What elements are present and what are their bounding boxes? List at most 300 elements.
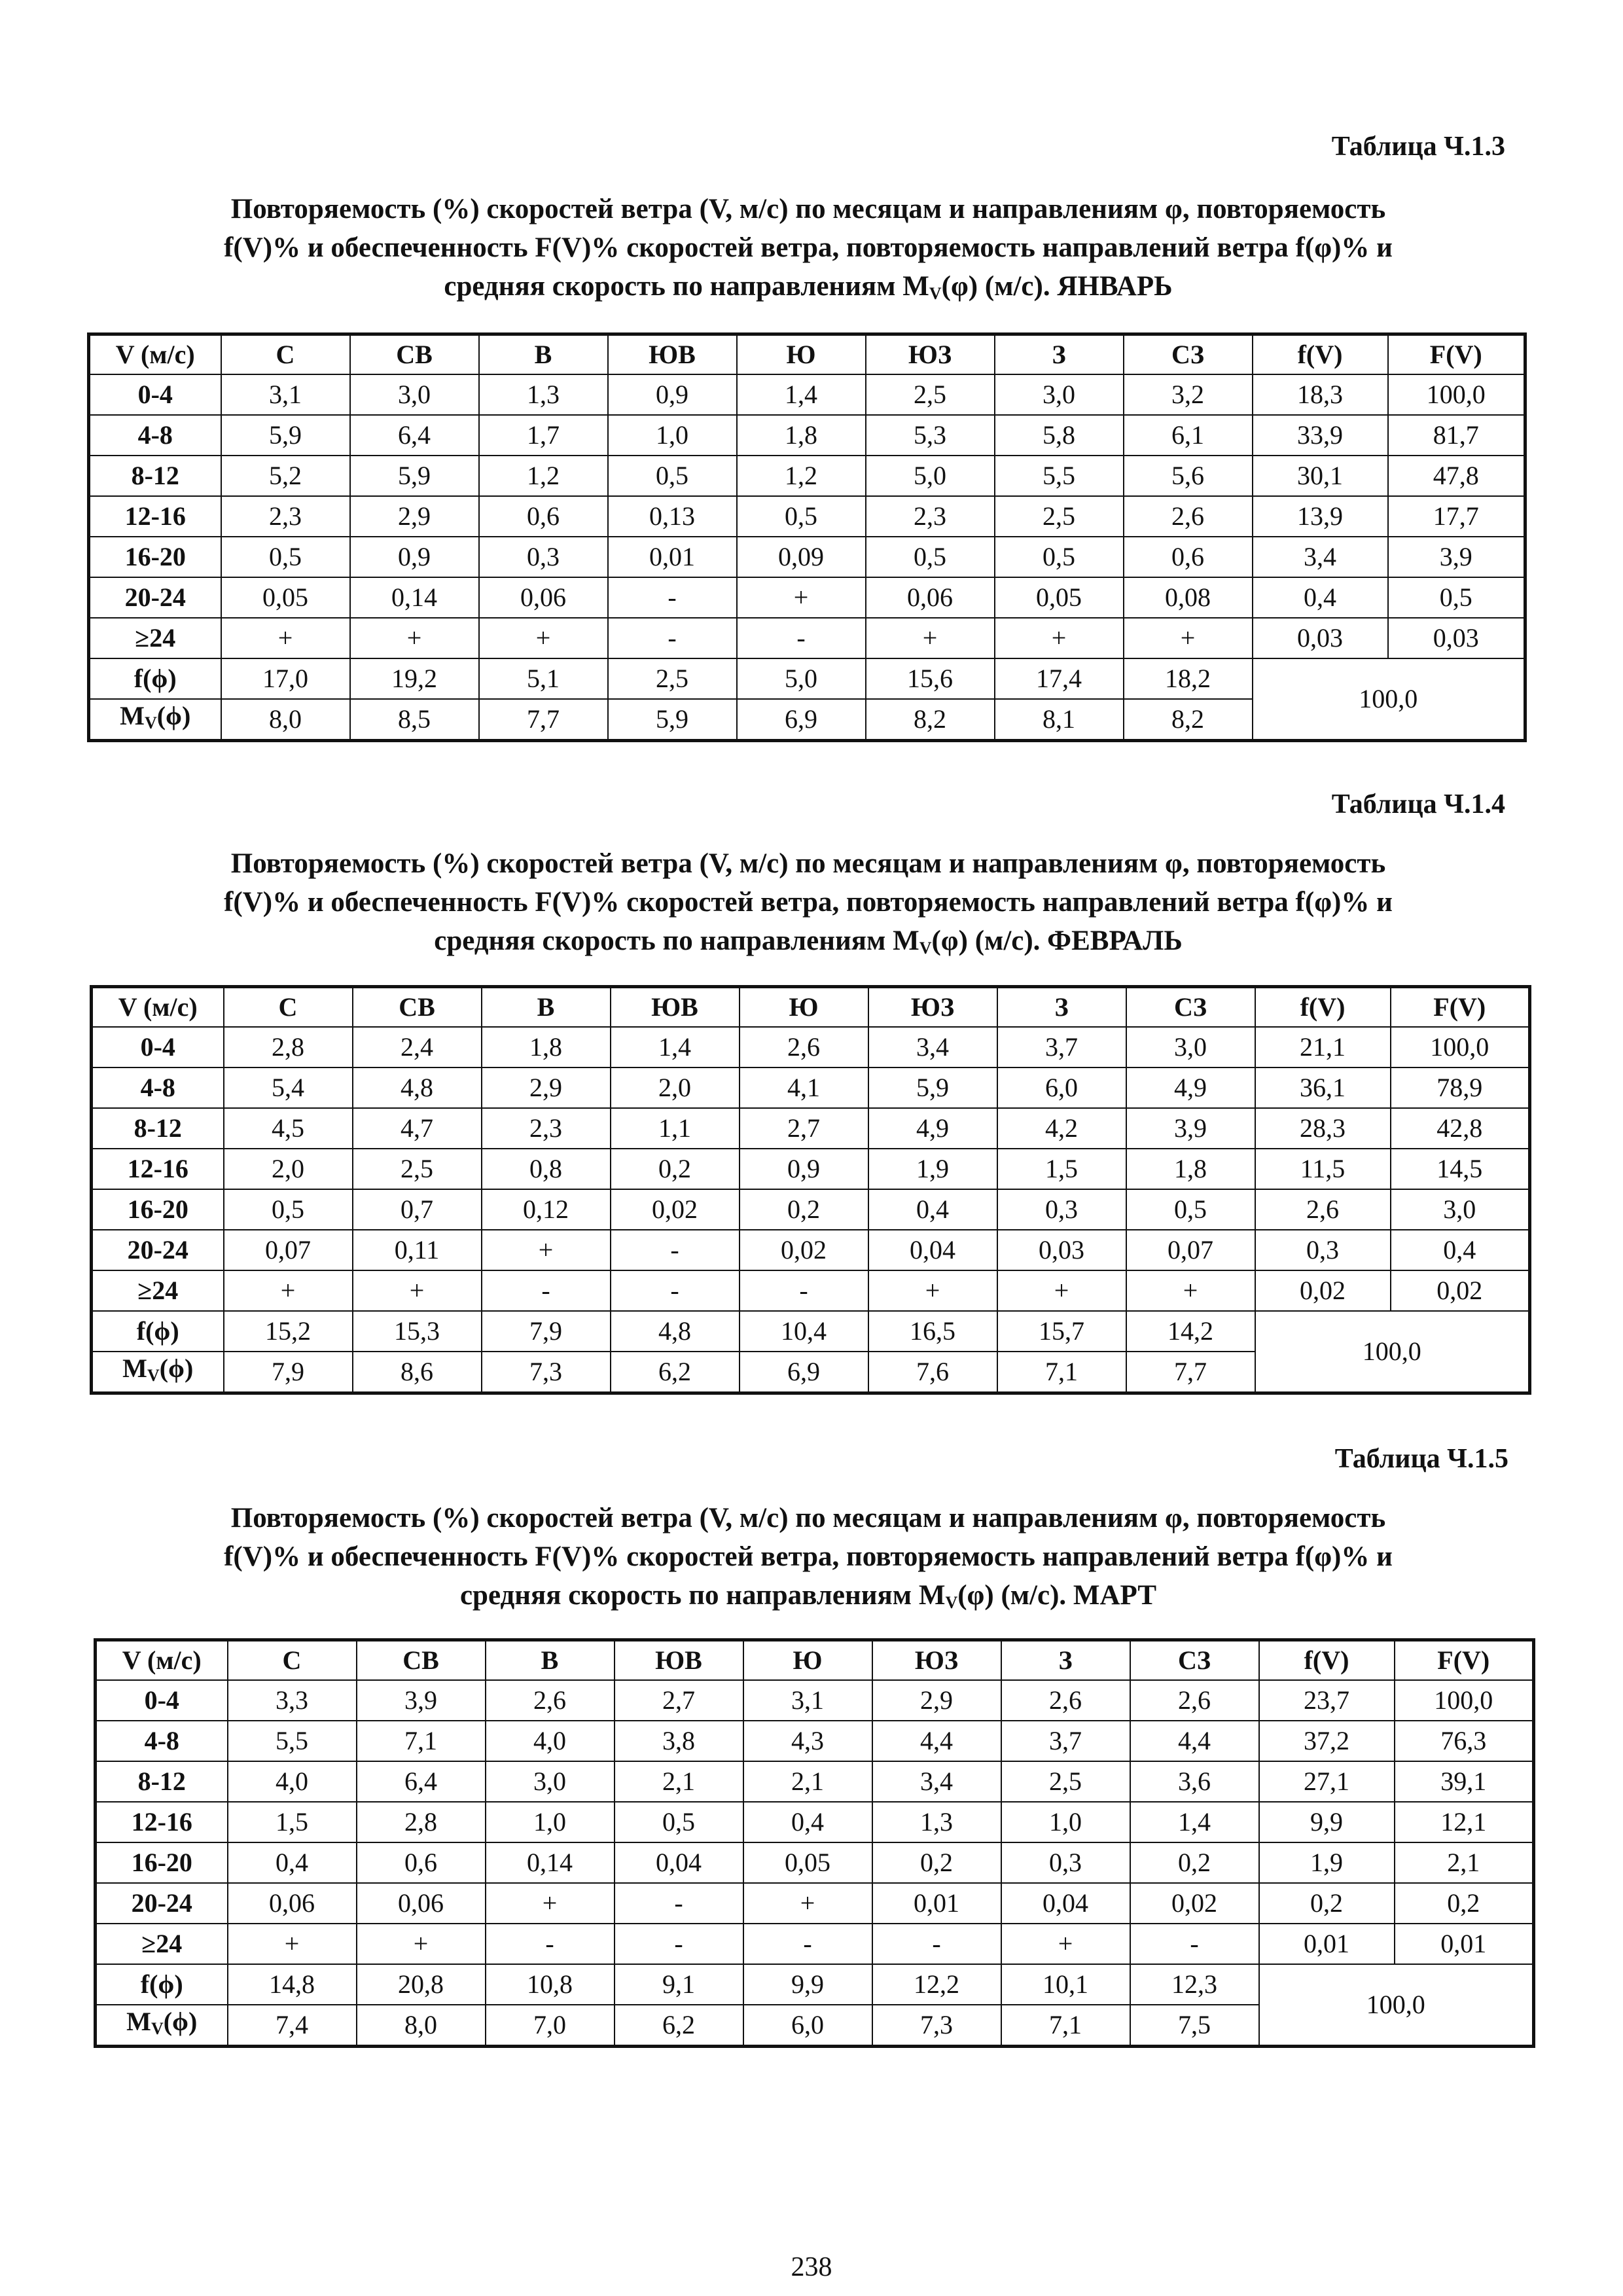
table-cell: 7,6 [868, 1352, 997, 1393]
table-cell: 9,9 [743, 1964, 872, 2005]
table-cell: 13,9 [1253, 496, 1388, 537]
table-cell: 0,03 [997, 1230, 1126, 1270]
table-cell: 0,02 [1391, 1270, 1530, 1311]
table-row [92, 1230, 1530, 1270]
table-cell: 8,6 [353, 1352, 482, 1393]
table-cell: 0,5 [737, 496, 866, 537]
table-row [96, 1883, 1534, 1924]
table-cell: 0,6 [479, 496, 608, 537]
speed-range-cell: 8-12 [92, 1108, 224, 1149]
table-cell: 4,5 [224, 1108, 353, 1149]
table-cell: 0,2 [1130, 1842, 1259, 1883]
month-name: ФЕВРАЛЬ [1047, 925, 1183, 956]
table-row [89, 374, 1525, 415]
table-cell: + [221, 618, 350, 658]
header-cell: СВ [353, 987, 482, 1028]
table-cell: 0,03 [1253, 618, 1388, 658]
table-cell: 2,9 [350, 496, 479, 537]
table-cell: 4,4 [872, 1721, 1001, 1761]
table-cell: + [1124, 618, 1253, 658]
header-cell: СЗ [1130, 1640, 1259, 1681]
table-cell: 0,3 [1001, 1842, 1130, 1883]
heading-line: f(V)% и обеспеченность F(V)% скоростей ветра, повторяемость направлений ветра f(φ)% и [224, 1541, 1393, 1572]
table-cell: 0,5 [221, 537, 350, 577]
header-cell: F(V) [1388, 334, 1525, 375]
table-cell: 0,3 [479, 537, 608, 577]
table-cell: 6,9 [737, 699, 866, 741]
header-cell: Ю [737, 334, 866, 375]
table-cell: 2,8 [224, 1027, 353, 1067]
table-cell: 1,9 [868, 1149, 997, 1189]
table-cell: 0,03 [1388, 618, 1525, 658]
table-cell: 1,2 [479, 456, 608, 496]
heading-line: Повторяемость (%) скоростей ветра (V, м/с) по месяцам и направлениям φ, повторяемость [230, 848, 1386, 879]
table-cell: 2,6 [1124, 496, 1253, 537]
freq-row-label: f(ϕ) [89, 658, 221, 699]
table-cell: 0,14 [486, 1842, 615, 1883]
table-cell: 100,0 [1388, 374, 1525, 415]
table-row [89, 577, 1525, 618]
table-cell: - [611, 1270, 740, 1311]
table-row [92, 1108, 1530, 1149]
table-cell: 0,4 [868, 1189, 997, 1230]
table-cell: 3,7 [997, 1027, 1126, 1067]
table-cell: 2,3 [866, 496, 995, 537]
header-cell: ЮВ [611, 987, 740, 1028]
table-cell: + [737, 577, 866, 618]
speed-range-cell: 20-24 [92, 1230, 224, 1270]
header-cell: V (м/с) [92, 987, 224, 1028]
table-cell: 14,2 [1126, 1311, 1255, 1352]
header-cell: З [995, 334, 1124, 375]
table-cell: 0,02 [740, 1230, 868, 1270]
table-cell: 0,2 [872, 1842, 1001, 1883]
table-cell: 1,0 [486, 1802, 615, 1842]
table-cell: 2,5 [1001, 1761, 1130, 1802]
table-cell: 0,2 [1259, 1883, 1395, 1924]
table-cell: 0,4 [228, 1842, 357, 1883]
table-cell: 2,5 [608, 658, 737, 699]
header-cell: F(V) [1391, 987, 1530, 1028]
table-cell: 0,05 [743, 1842, 872, 1883]
table-cell: 47,8 [1388, 456, 1525, 496]
table-cell: 6,4 [350, 415, 479, 456]
table-cell: 2,6 [486, 1680, 615, 1721]
table-cell: 3,9 [1126, 1108, 1255, 1149]
table-cell: 3,0 [350, 374, 479, 415]
total-cell: 100,0 [1259, 1964, 1534, 2047]
table-cell: 9,1 [615, 1964, 743, 2005]
table-cell: 2,9 [872, 1680, 1001, 1721]
table-cell: 4,9 [1126, 1067, 1255, 1108]
table-cell: 3,2 [1124, 374, 1253, 415]
speed-range-cell: 4-8 [89, 415, 221, 456]
table-cell: 0,02 [1255, 1270, 1391, 1311]
table-cell: 0,6 [1124, 537, 1253, 577]
header-cell: В [486, 1640, 615, 1681]
table-cell: 0,04 [1001, 1883, 1130, 1924]
table-cell: - [615, 1883, 743, 1924]
table-header-row [96, 1640, 1534, 1681]
table-cell: 0,5 [866, 537, 995, 577]
header-cell: СВ [350, 334, 479, 375]
header-cell: З [1001, 1640, 1130, 1681]
table-cell: 1,4 [1130, 1802, 1259, 1842]
table-cell: 12,2 [872, 1964, 1001, 2005]
header-cell: F(V) [1395, 1640, 1534, 1681]
table-cell: 0,4 [1391, 1230, 1530, 1270]
speed-range-cell: ≥24 [92, 1270, 224, 1311]
speed-range-cell: 12-16 [96, 1802, 228, 1842]
table-cell: 2,0 [611, 1067, 740, 1108]
table-cell: 10,8 [486, 1964, 615, 2005]
table-cell: - [611, 1230, 740, 1270]
table-cell: 0,5 [608, 456, 737, 496]
table-cell: 8,2 [866, 699, 995, 741]
header-cell: f(V) [1259, 1640, 1395, 1681]
table-label: Таблица Ч.1.3 [1331, 132, 1505, 162]
speed-range-cell: 4-8 [92, 1067, 224, 1108]
table-cell: 0,14 [350, 577, 479, 618]
table-cell: 78,9 [1391, 1067, 1530, 1108]
header-cell: ЮЗ [872, 1640, 1001, 1681]
table-cell: 2,8 [357, 1802, 486, 1842]
speed-range-cell: ≥24 [96, 1924, 228, 1964]
table-row [89, 456, 1525, 496]
table-cell: 0,3 [1255, 1230, 1391, 1270]
header-cell: В [482, 987, 611, 1028]
table-cell: 1,9 [1259, 1842, 1395, 1883]
header-cell: V (м/с) [96, 1640, 228, 1681]
table-cell: 2,4 [353, 1027, 482, 1067]
table-cell: 12,1 [1395, 1802, 1534, 1842]
header-cell: С [228, 1640, 357, 1681]
heading-line: f(V)% и обеспеченность F(V)% скоростей ветра, повторяемость направлений ветра f(φ)% и [224, 887, 1393, 918]
table-cell: + [1126, 1270, 1255, 1311]
table-cell: 0,06 [357, 1883, 486, 1924]
table-cell: 0,08 [1124, 577, 1253, 618]
table-cell: 0,01 [1259, 1924, 1395, 1964]
table-cell: 0,12 [482, 1189, 611, 1230]
table-cell: 5,0 [866, 456, 995, 496]
wind-table-february [90, 985, 1531, 1395]
table-row [92, 1189, 1530, 1230]
table-row [92, 1270, 1530, 1311]
header-cell: С [224, 987, 353, 1028]
table-row [92, 1067, 1530, 1108]
table-cell: 9,9 [1259, 1802, 1395, 1842]
table-cell: 3,8 [615, 1721, 743, 1761]
table-cell: 2,7 [740, 1108, 868, 1149]
table-cell: - [615, 1924, 743, 1964]
table-cell: 7,3 [872, 2005, 1001, 2047]
header-cell: ЮЗ [866, 334, 995, 375]
table-cell: 0,7 [353, 1189, 482, 1230]
table-cell: 100,0 [1391, 1027, 1530, 1067]
table-cell: 6,2 [611, 1352, 740, 1393]
table-cell: 6,9 [740, 1352, 868, 1393]
table-cell: - [740, 1270, 868, 1311]
table-cell: 1,8 [482, 1027, 611, 1067]
table-cell: 3,0 [486, 1761, 615, 1802]
table-cell: 6,0 [997, 1067, 1126, 1108]
table-cell: 0,06 [479, 577, 608, 618]
table-cell: 0,02 [1130, 1883, 1259, 1924]
table-cell: + [224, 1270, 353, 1311]
table-cell: 4,3 [743, 1721, 872, 1761]
table-cell: 0,07 [224, 1230, 353, 1270]
table-cell: 0,06 [228, 1883, 357, 1924]
table-cell: 2,3 [482, 1108, 611, 1149]
table-cell: 0,2 [1395, 1883, 1534, 1924]
table-cell: 30,1 [1253, 456, 1388, 496]
table-cell: 2,1 [615, 1761, 743, 1802]
heading-line: Повторяемость (%) скоростей ветра (V, м/с) по месяцам и направлениям φ, повторяемость [230, 194, 1386, 224]
table-cell: 2,6 [1130, 1680, 1259, 1721]
header-cell: СВ [357, 1640, 486, 1681]
table-cell: 7,9 [482, 1311, 611, 1352]
table-heading [85, 1499, 1531, 1622]
table-cell: 0,01 [1395, 1924, 1534, 1964]
table-cell: 5,2 [221, 456, 350, 496]
table-cell: 5,9 [608, 699, 737, 741]
speed-range-cell: 0-4 [92, 1027, 224, 1067]
month-name: ЯНВАРЬ [1057, 271, 1173, 302]
table-cell: 4,9 [868, 1108, 997, 1149]
table-cell: + [868, 1270, 997, 1311]
heading-line: Повторяемость (%) скоростей ветра (V, м/с) по месяцам и направлениям φ, повторяемость [230, 1503, 1386, 1534]
table-cell: 5,4 [224, 1067, 353, 1108]
table-cell: 1,4 [737, 374, 866, 415]
header-cell: СЗ [1126, 987, 1255, 1028]
table-cell: 81,7 [1388, 415, 1525, 456]
table-heading [85, 844, 1531, 967]
table-cell: 3,9 [357, 1680, 486, 1721]
table-cell: 2,1 [1395, 1842, 1534, 1883]
table-cell: 2,7 [615, 1680, 743, 1721]
table-cell: 3,0 [1391, 1189, 1530, 1230]
table-cell: + [479, 618, 608, 658]
speed-range-cell: ≥24 [89, 618, 221, 658]
table-cell: 0,5 [1388, 577, 1525, 618]
table-cell: 3,4 [1253, 537, 1388, 577]
table-cell: 7,7 [479, 699, 608, 741]
table-cell: - [486, 1924, 615, 1964]
table-cell: 17,7 [1388, 496, 1525, 537]
total-cell: 100,0 [1253, 658, 1525, 741]
header-cell: f(V) [1255, 987, 1391, 1028]
table-cell: 1,0 [608, 415, 737, 456]
table-cell: 5,5 [995, 456, 1124, 496]
table-cell: 3,4 [868, 1027, 997, 1067]
table-cell: 0,3 [997, 1189, 1126, 1230]
header-cell: ЮВ [615, 1640, 743, 1681]
table-cell: 0,11 [353, 1230, 482, 1270]
table-cell: 18,2 [1124, 658, 1253, 699]
table-header-row [92, 987, 1530, 1028]
total-cell: 100,0 [1255, 1311, 1530, 1393]
table-cell: 18,3 [1253, 374, 1388, 415]
table-label: Таблица Ч.1.5 [1334, 1444, 1508, 1474]
table-cell: 0,07 [1126, 1230, 1255, 1270]
header-cell: Ю [740, 987, 868, 1028]
table-cell: 5,1 [479, 658, 608, 699]
speed-range-cell: 20-24 [89, 577, 221, 618]
table-cell: 4,8 [353, 1067, 482, 1108]
table-cell: 1,5 [228, 1802, 357, 1842]
table-cell: 23,7 [1259, 1680, 1395, 1721]
table-cell: 4,8 [611, 1311, 740, 1352]
table-cell: 5,9 [868, 1067, 997, 1108]
table-cell: 0,05 [995, 577, 1124, 618]
speed-range-cell: 20-24 [96, 1883, 228, 1924]
wind-table-january [87, 332, 1527, 742]
table-cell: 76,3 [1395, 1721, 1534, 1761]
table-row [92, 1149, 1530, 1189]
table-cell: 4,0 [486, 1721, 615, 1761]
table-cell: 2,3 [221, 496, 350, 537]
freq-row-label: f(ϕ) [96, 1964, 228, 2005]
table-cell: - [608, 618, 737, 658]
table-cell: 15,7 [997, 1311, 1126, 1352]
speed-range-cell: 12-16 [92, 1149, 224, 1189]
table-row [89, 496, 1525, 537]
table-cell: + [995, 618, 1124, 658]
heading-line: средняя скорость по направлениям $M_V(\varphi)$ (м/с). ФЕВРАЛЬ [434, 925, 1183, 958]
table-cell: 0,8 [482, 1149, 611, 1189]
table-cell: 39,1 [1395, 1761, 1534, 1802]
table-row [96, 1680, 1534, 1721]
table-cell: 7,7 [1126, 1352, 1255, 1393]
table-cell: - [608, 577, 737, 618]
table-cell: + [482, 1230, 611, 1270]
table-cell: - [743, 1924, 872, 1964]
table-cell: 6,4 [357, 1761, 486, 1802]
table-cell: 0,5 [995, 537, 1124, 577]
table-cell: 37,2 [1259, 1721, 1395, 1761]
table-cell: 3,6 [1130, 1761, 1259, 1802]
table-cell: + [743, 1883, 872, 1924]
heading-line: средняя скорость по направлениям $M_V(\varphi)$ (м/с). МАРТ [459, 1580, 1157, 1612]
month-name: МАРТ [1073, 1580, 1157, 1611]
table-cell: - [482, 1270, 611, 1311]
heading-line: f(V)% и обеспеченность F(V)% скоростей ветра, повторяемость направлений ветра f(φ)% и [224, 232, 1393, 263]
table-cell: 2,5 [353, 1149, 482, 1189]
speed-range-cell: 16-20 [96, 1842, 228, 1883]
table-cell: 0,4 [1253, 577, 1388, 618]
table-cell: 8,0 [221, 699, 350, 741]
table-cell: 3,0 [995, 374, 1124, 415]
table-cell: 7,1 [357, 1721, 486, 1761]
header-cell: С [221, 334, 350, 375]
table-cell: 15,2 [224, 1311, 353, 1352]
header-cell: f(V) [1253, 334, 1388, 375]
header-cell: ЮЗ [868, 987, 997, 1028]
header-cell: В [479, 334, 608, 375]
table-row [89, 537, 1525, 577]
speed-range-cell: 0-4 [96, 1680, 228, 1721]
table-cell: 3,3 [228, 1680, 357, 1721]
table-cell: 5,8 [995, 415, 1124, 456]
table-cell: 7,1 [997, 1352, 1126, 1393]
table-cell: 4,1 [740, 1067, 868, 1108]
table-cell: 0,05 [221, 577, 350, 618]
table-cell: 0,9 [740, 1149, 868, 1189]
page-number: 238 [791, 2252, 832, 2282]
table-cell: 6,1 [1124, 415, 1253, 456]
table-cell: 21,1 [1255, 1027, 1391, 1067]
table-row [89, 415, 1525, 456]
table-cell: 4,2 [997, 1108, 1126, 1149]
header-cell: ЮВ [608, 334, 737, 375]
table-cell: 3,1 [743, 1680, 872, 1721]
table-cell: 0,5 [224, 1189, 353, 1230]
table-cell: 1,0 [1001, 1802, 1130, 1842]
table-cell: 4,7 [353, 1108, 482, 1149]
table-cell: 1,7 [479, 415, 608, 456]
table-cell: + [866, 618, 995, 658]
table-cell: 3,4 [872, 1761, 1001, 1802]
table-cell: 7,9 [224, 1352, 353, 1393]
table-cell: 15,6 [866, 658, 995, 699]
table-cell: 3,7 [1001, 1721, 1130, 1761]
table-cell: 0,4 [743, 1802, 872, 1842]
table-cell: 1,2 [737, 456, 866, 496]
table-cell: 4,4 [1130, 1721, 1259, 1761]
mean-row-label: $M_V(\phi)$ [92, 1352, 224, 1393]
table-cell: 11,5 [1255, 1149, 1391, 1189]
table-row [89, 658, 1525, 699]
table-row [92, 1027, 1530, 1067]
speed-range-cell: 8-12 [96, 1761, 228, 1802]
table-row [92, 1311, 1530, 1352]
table-cell: 0,2 [740, 1189, 868, 1230]
mean-row-label: $M_V(\phi)$ [96, 2005, 228, 2047]
table-cell: 0,9 [350, 537, 479, 577]
table-cell: 10,4 [740, 1311, 868, 1352]
table-label: Таблица Ч.1.4 [1331, 789, 1505, 819]
table-cell: 0,9 [608, 374, 737, 415]
table-header-row [89, 334, 1525, 375]
table-row [96, 1802, 1534, 1842]
table-cell: + [350, 618, 479, 658]
table-cell: 1,8 [1126, 1149, 1255, 1189]
table-cell: 0,09 [737, 537, 866, 577]
table-cell: 0,13 [608, 496, 737, 537]
table-cell: + [228, 1924, 357, 1964]
table-cell: 1,5 [997, 1149, 1126, 1189]
table-cell: 1,1 [611, 1108, 740, 1149]
table-cell: 2,5 [995, 496, 1124, 537]
table-cell: 7,5 [1130, 2005, 1259, 2047]
table-cell: 3,9 [1388, 537, 1525, 577]
table-cell: 2,6 [740, 1027, 868, 1067]
table-cell: 8,2 [1124, 699, 1253, 741]
table-cell: 3,1 [221, 374, 350, 415]
table-cell: 0,2 [611, 1149, 740, 1189]
table-cell: 2,6 [1255, 1189, 1391, 1230]
table-cell: 19,2 [350, 658, 479, 699]
table-cell: 36,1 [1255, 1067, 1391, 1108]
table-cell: + [997, 1270, 1126, 1311]
table-cell: 2,0 [224, 1149, 353, 1189]
table-cell: 7,0 [486, 2005, 615, 2047]
table-cell: 6,0 [743, 2005, 872, 2047]
header-cell: СЗ [1124, 334, 1253, 375]
table-cell: 0,5 [615, 1802, 743, 1842]
table-cell: 8,5 [350, 699, 479, 741]
table-cell: 0,02 [611, 1189, 740, 1230]
